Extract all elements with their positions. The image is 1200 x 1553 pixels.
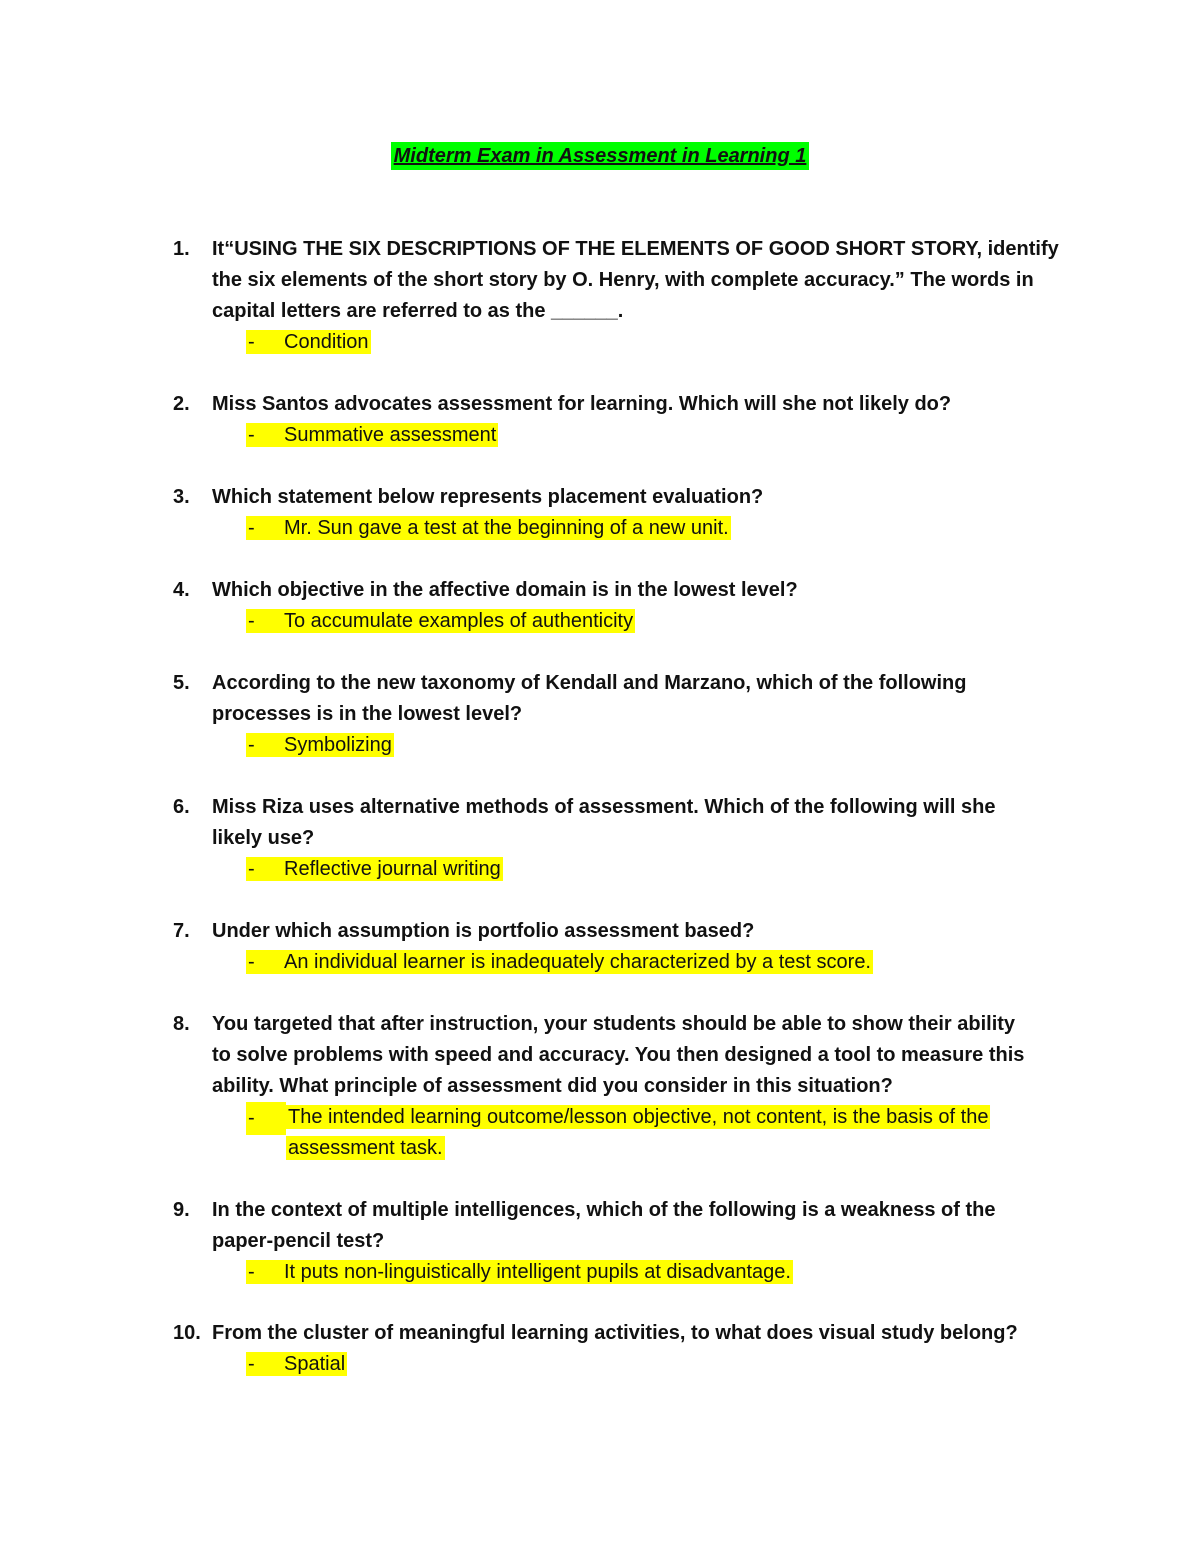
answer-text: Spatial bbox=[284, 1353, 346, 1375]
question-text: From the cluster of meaningful learning activities, to what does visual study belong? bbox=[212, 1322, 1018, 1344]
page-title: Midterm Exam in Assessment in Learning 1 bbox=[391, 142, 810, 170]
question-number: 7. bbox=[173, 920, 190, 942]
question-number: 6. bbox=[173, 796, 190, 818]
answer-bullet: - bbox=[248, 734, 255, 756]
answer-text: It puts non-linguistically intelligent pupils at disadvantage. bbox=[284, 1261, 791, 1283]
answer bbox=[246, 327, 371, 358]
answer-bullet: - bbox=[248, 610, 255, 632]
answer-text: An individual learner is inadequately characterized by a test score. bbox=[284, 951, 871, 973]
question-text: Which objective in the affective domain is in the lowest level? bbox=[212, 579, 798, 601]
answer-text: Mr. Sun gave a test at the beginning of a new unit. bbox=[284, 517, 729, 539]
answer-bullet: - bbox=[248, 1353, 255, 1375]
question-number: 5. bbox=[173, 672, 190, 694]
question-number: 4. bbox=[173, 579, 190, 601]
question-number: 10. bbox=[173, 1322, 201, 1344]
answer bbox=[246, 854, 503, 885]
answer bbox=[246, 513, 731, 544]
question-text: In the context of multiple intelligences, which of the following is a weakness of the paper-pencil test? bbox=[212, 1199, 996, 1252]
answer-bullet: - bbox=[248, 1261, 255, 1283]
answer-text: To accumulate examples of authenticity bbox=[284, 610, 634, 632]
question-text: It“USING THE SIX DESCRIPTIONS OF THE ELEMENTS OF GOOD SHORT STORY, identify the six elements of the short story by O. Henry, with complete accuracy.” The words in capital letters are referred to as the ______. bbox=[212, 238, 1059, 322]
answer-text: Symbolizing bbox=[284, 734, 392, 756]
question-text: Miss Riza uses alternative methods of assessment. Which of the following will she likely use? bbox=[212, 796, 996, 849]
question-text: Miss Santos advocates assessment for learning. Which will she not likely do? bbox=[212, 393, 952, 415]
answer bbox=[246, 730, 394, 761]
question-number: 1. bbox=[173, 238, 190, 260]
answer-text: The intended learning outcome/lesson objective, not content, is the basis of the assessment task. bbox=[288, 1106, 989, 1159]
question-text: Under which assumption is portfolio assessment based? bbox=[212, 920, 755, 942]
answer-bullet: - bbox=[248, 951, 255, 973]
question-number: 3. bbox=[173, 486, 190, 508]
answer-text: Condition bbox=[284, 331, 369, 353]
answer-bullet: - bbox=[248, 858, 255, 880]
title-container bbox=[0, 142, 1200, 170]
question-text: Which statement below represents placement evaluation? bbox=[212, 486, 764, 508]
answer bbox=[246, 420, 498, 451]
answer-bullet: - bbox=[246, 1102, 286, 1135]
question-text: You targeted that after instruction, your students should be able to show their ability to solve problems with speed and accuracy. You then designed a tool to measure this ability. What principle of assessment did you consider in this situation? bbox=[212, 1013, 1025, 1097]
answer-text: Reflective journal writing bbox=[284, 858, 501, 880]
answer bbox=[246, 947, 873, 978]
question-number: 2. bbox=[173, 393, 190, 415]
question-number: 8. bbox=[173, 1013, 190, 1035]
answer-text: Summative assessment bbox=[284, 424, 497, 446]
answer-bullet: - bbox=[248, 517, 255, 539]
answer bbox=[246, 1349, 347, 1380]
question-number: 9. bbox=[173, 1199, 190, 1221]
answer-bullet: - bbox=[248, 424, 255, 446]
answer bbox=[246, 606, 635, 637]
question-text: According to the new taxonomy of Kendall and Marzano, which of the following processes is in the lowest level? bbox=[212, 672, 967, 725]
answer bbox=[246, 1257, 793, 1288]
answer-bullet: - bbox=[248, 331, 255, 353]
answer bbox=[246, 1102, 990, 1164]
